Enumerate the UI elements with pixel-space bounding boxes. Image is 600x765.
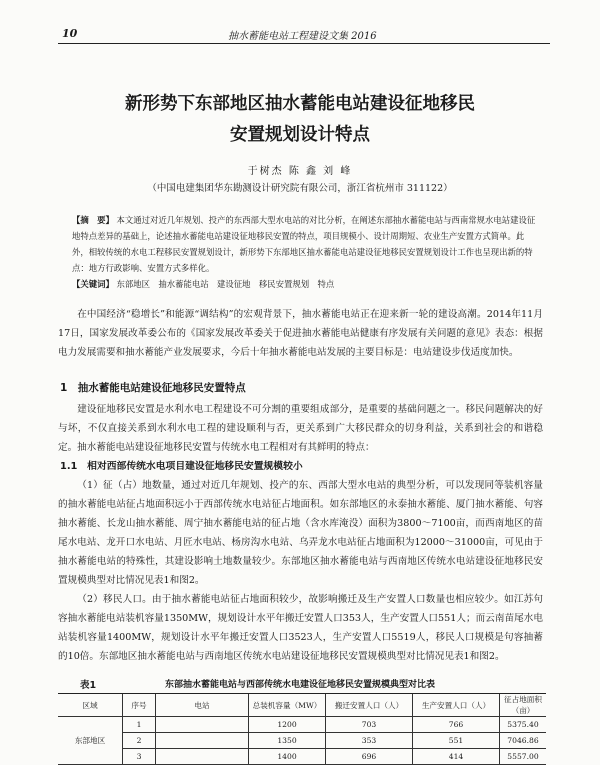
page-number: 10 [62, 27, 78, 40]
table-row [58, 733, 546, 749]
section-1-1-heading: 1.1 相对西部传统水电项目建设征地移民安置规模较小 [60, 461, 303, 472]
cell-index: 2 [123, 733, 156, 749]
cell-capacity: 1400 [249, 749, 326, 765]
section-1-heading: 1 抽水蓄能电站建设征地移民安置特点 [60, 382, 246, 394]
table-header-row [58, 694, 546, 717]
intro-paragraph: 在中国经济“稳增长”和能源“调结构”的宏观背景下，抽水蓄能电站正在迎来新一轮的建设高潮。2014年11月17日，国家发展改革委公布的《国家发展改革委关于促进抽水蓄能电站健康有序发展有关问题的意见》表态：根据电力发展需要和抽水蓄能产业发展要求，今后十年抽水蓄能电站发展的主要目标是：电站建设步伐适度加快。 [58, 309, 543, 358]
col-region: 区域 [58, 694, 123, 717]
table-row [58, 717, 546, 733]
running-title: 抽水蓄能电站工程建设文集 2016 [228, 31, 377, 42]
table-caption: 东部抽水蓄能电站与西部传统水电建设征地移民安置规模典型对比表 [164, 680, 435, 690]
cell-index: 1 [123, 717, 156, 733]
cell-station [156, 717, 249, 733]
cell-station [156, 733, 249, 749]
cell-area: 7046.86 [500, 733, 547, 749]
section-1-1-block [58, 476, 543, 666]
authors: 于树杰 陈 鑫 刘 峰 [247, 166, 353, 177]
col-relocation: 搬迁安置人口（人） [326, 694, 413, 717]
cell-relocation: 353 [326, 733, 413, 749]
cell-relocation: 696 [326, 749, 413, 765]
header-rule [58, 43, 550, 44]
table-row [58, 749, 546, 765]
comparison-table [58, 693, 546, 765]
cell-index: 3 [123, 749, 156, 765]
cell-area: 5375.40 [500, 717, 547, 733]
col-station: 电站 [156, 694, 249, 717]
cell-area: 5557.00 [500, 749, 547, 765]
cell-capacity: 1200 [249, 717, 326, 733]
cell-production: 414 [413, 749, 500, 765]
cell-region: 东部地区 [58, 717, 123, 765]
affiliation: （中国电建集团华东勘测设计研究院有限公司，浙江省杭州市 311122） [147, 183, 453, 194]
abstract-paragraph [72, 212, 540, 276]
col-capacity: 总装机容量（MW） [249, 694, 326, 717]
abstract-text: 本文通过对近几年规划、投产的东西部大型水电站的对比分析，在阐述东部抽水蓄能电站与西南常规水电站建设征地特点差异的基础上，论述抽水蓄能电站建设征地移民安置的特点，项目规模小、设计周期短、农业生产安置方式简单。此外，相较传统的水电工程移民安置规划设计，新形势下东部地区抽水蓄能电站建设征地移民安置规划设计工作也呈现出新的特点：地方行政影响、安置方式多样化。 [72, 215, 536, 273]
keywords-label: 【关键词】 [72, 279, 114, 289]
cell-production: 551 [413, 733, 500, 749]
section-1-block [58, 400, 543, 457]
section-1-1-paragraph-1: （1）征（占）地数量，通过对近几年规划、投产的东、西部大型水电站的典型分析，可以发现同等装机容量的抽水蓄能电站征占地面积远小于西部传统水电站征占地面积。如东部地区的永泰抽水蓄能、厦门抽水蓄能、句容抽水蓄能、长龙山抽水蓄能、周宁抽水蓄能电站的征占地（含水库淹没）面积为3800～7100亩，而西南地区的苗尾水电站、龙开口水电站、月匠水电站、杨房沟水电站、乌弄龙水电站征占地面积为12000～31000亩，可见由于抽水蓄能电站的特殊性，其建设影响土地数量较少。东部地区抽水蓄能电站与西南地区传统水电站建设征地移民安置规模典型对比情况见表1和图2。 [58, 480, 543, 586]
abstract-label: 【摘 要】 [72, 215, 114, 225]
section-1-paragraph: 建设征地移民安置是水利水电工程建设不可分割的重要组成部分，是重要的基础问题之一。移民问题解决的好与坏，不仅直接关系到水利水电工程的建设顺利与否，更关系到广大移民群众的切身利益，关系到社会的和谐稳定。抽水蓄能电站建设征地移民安置与传统水电工程相对有其鲜明的特点： [58, 404, 543, 453]
intro-block [58, 305, 543, 362]
article-title-line2: 安置规划设计特点 [230, 125, 370, 145]
section-1-1-paragraph-2: （2）移民人口。由于抽水蓄能电站征占地面积较少，故影响搬迁及生产安置人口数量也相应较少。如江苏句容抽水蓄能电站装机容量1350MW，规划设计水平年搬迁安置人口353人，生产安置人口551人；而云南苗尾水电站装机容量1400MW，规划设计水平年搬迁安置人口3523人，生产安置人口5519人，移民人口规模是句容抽蓄的10倍。东部地区抽水蓄能电站与西南地区传统水电站建设征地移民安置规模典型对比情况见表1和图2。 [58, 594, 543, 662]
article-title-line1: 新形势下东部地区抽水蓄能电站建设征地移民 [125, 94, 475, 114]
keywords-text: 东部地区 抽水蓄能电站 建设征地 移民安置规划 特点 [116, 279, 335, 289]
cell-capacity: 1350 [249, 733, 326, 749]
keywords-paragraph [72, 276, 540, 292]
col-production: 生产安置人口（人） [413, 694, 500, 717]
col-index: 序号 [123, 694, 156, 717]
col-area: 征占地面积（亩） [500, 694, 547, 717]
table-label: 表1 [80, 680, 97, 691]
cell-production: 766 [413, 717, 500, 733]
cell-station [156, 749, 249, 765]
abstract-block [72, 212, 540, 292]
cell-relocation: 703 [326, 717, 413, 733]
